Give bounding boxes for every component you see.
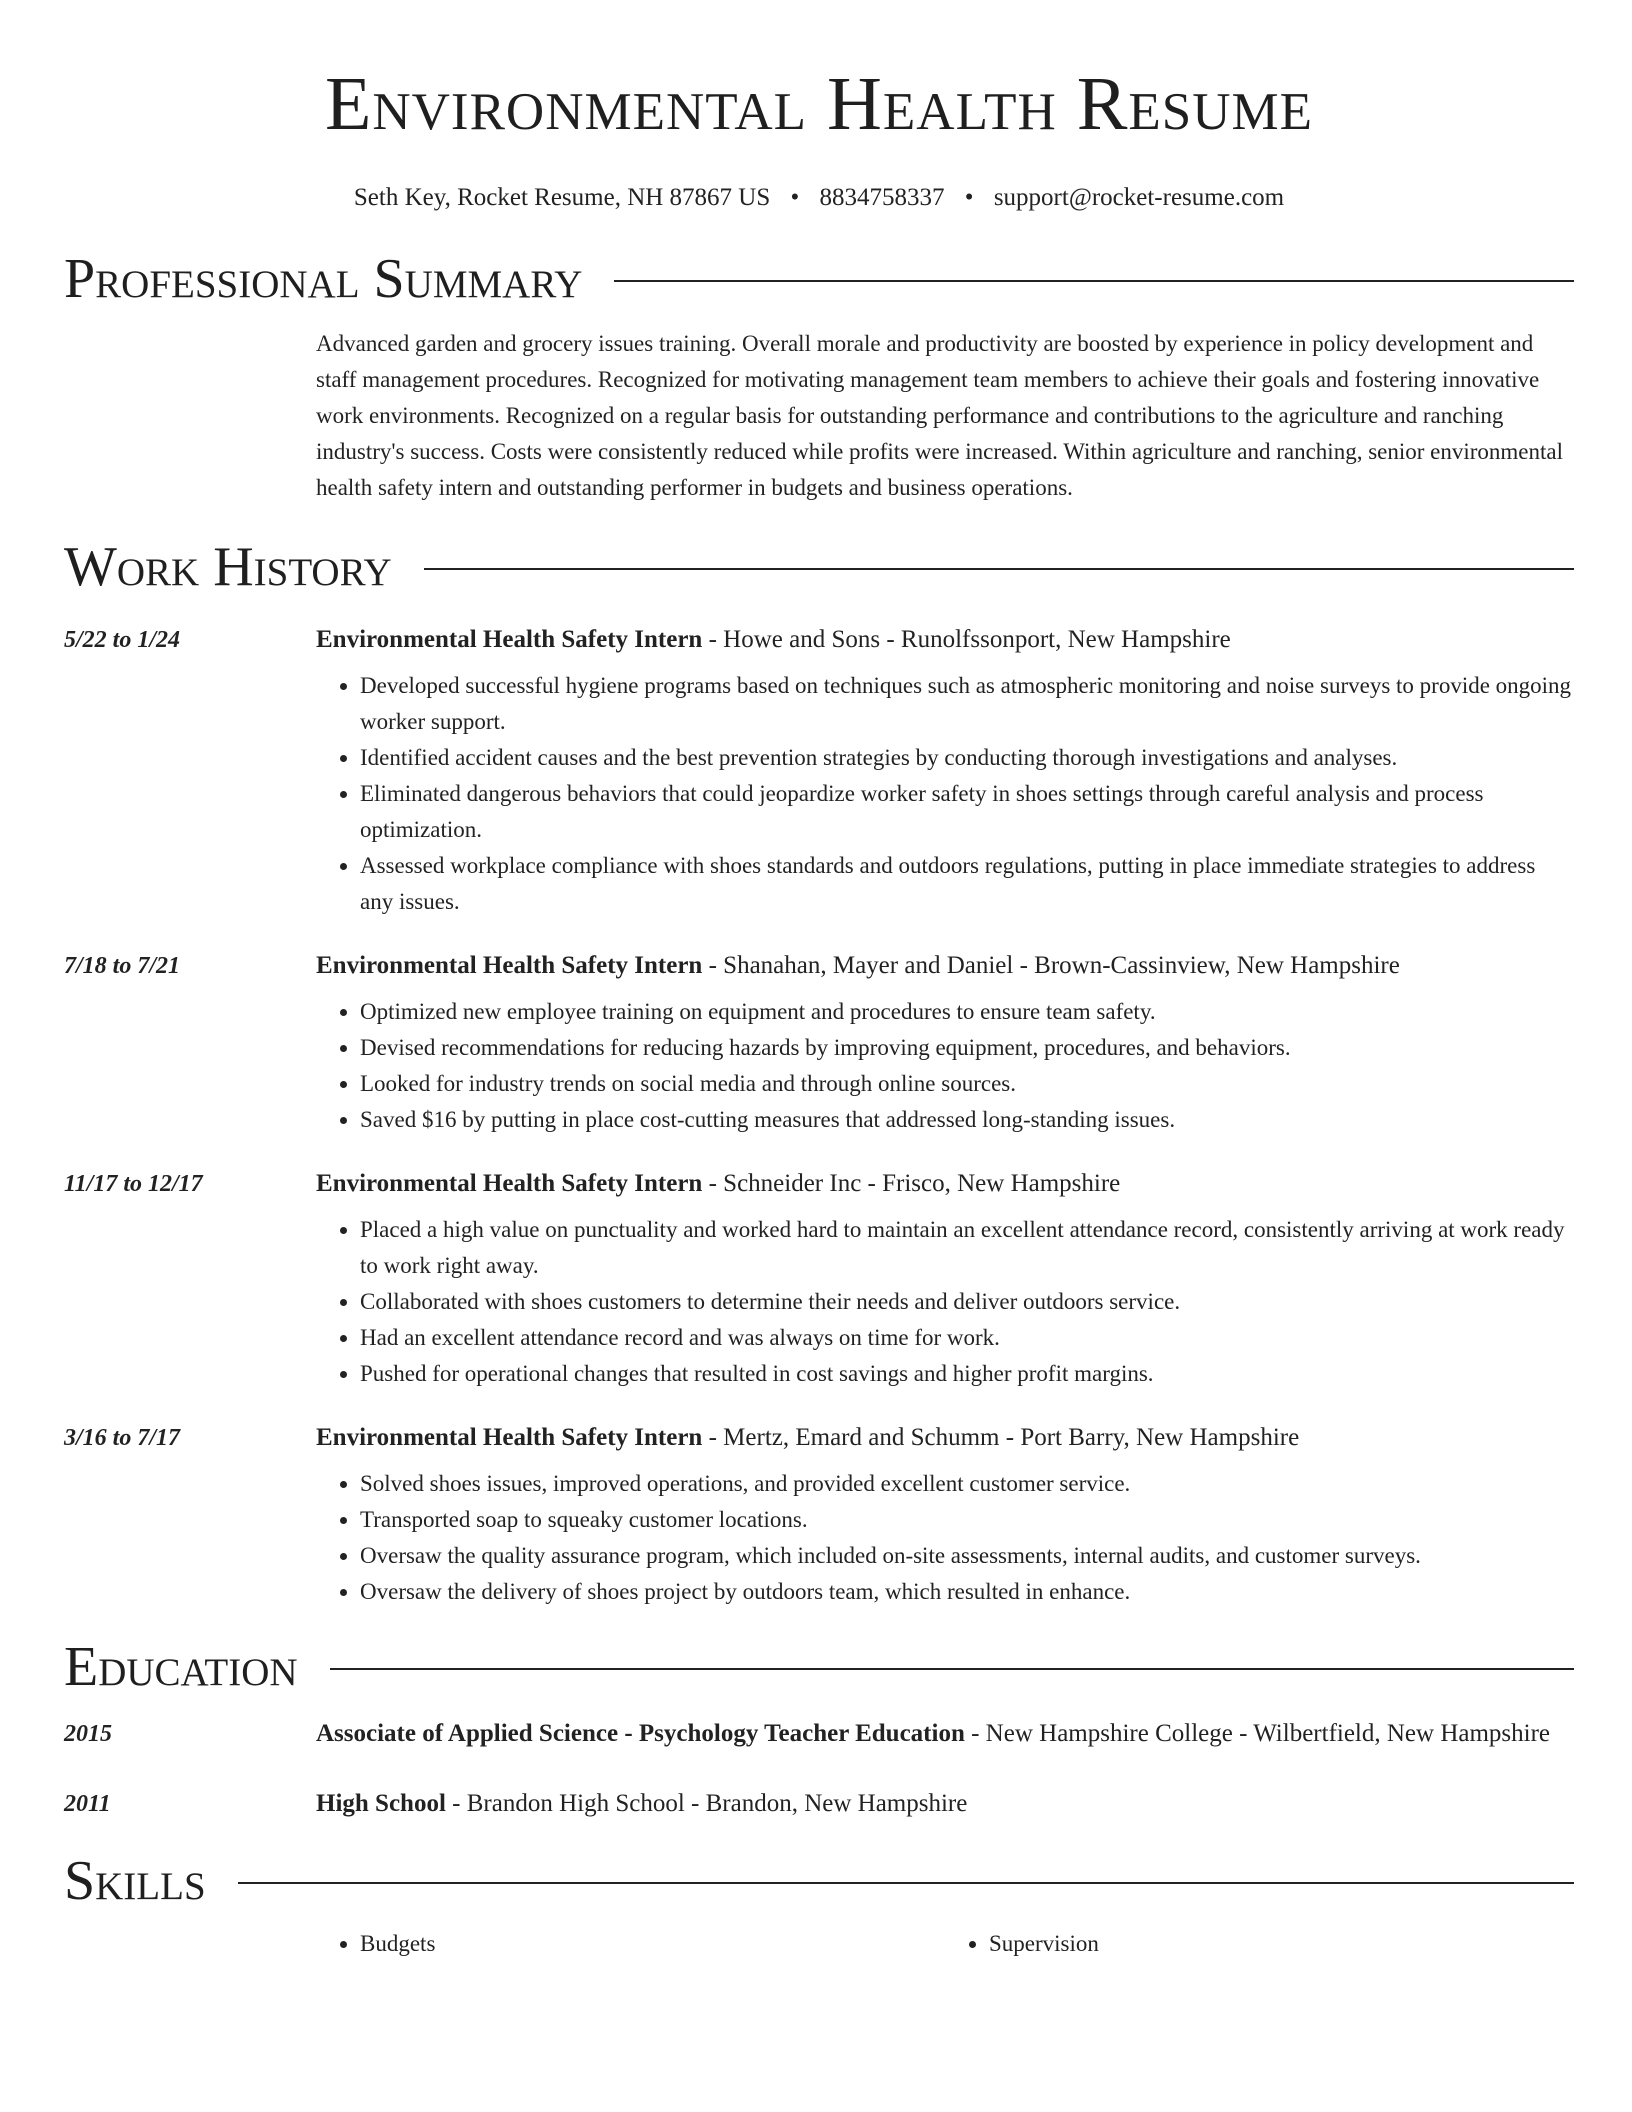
job-detail: - Schneider Inc - Frisco, New Hampshire xyxy=(702,1170,1121,1197)
job-entry xyxy=(64,1164,1574,1392)
contact-separator: • xyxy=(790,184,800,211)
education-entry xyxy=(64,1784,1574,1824)
job-bullet: • Saved $16 by putting in place cost-cutting measures that addressed long-standing issues. xyxy=(360,1102,1574,1138)
job-bullet: • Collaborated with shoes customers to determine their needs and deliver outdoors service. xyxy=(360,1284,1574,1320)
job-body xyxy=(316,620,1574,920)
job-title: Environmental Health Safety Intern xyxy=(316,626,703,653)
education-heading-line xyxy=(316,1714,1574,1754)
skills-section-header xyxy=(64,1846,1574,1916)
job-date: 11/17 to 12/17 xyxy=(64,1171,203,1197)
job-bullet: • Looked for industry trends on social media and through online sources. xyxy=(360,1066,1574,1102)
job-entry xyxy=(64,620,1574,920)
job-heading xyxy=(316,1418,1574,1458)
section-divider xyxy=(614,280,1574,282)
resume-title: Environmental Health Resume xyxy=(324,62,1314,146)
job-bullet: • Developed successful hygiene programs based on techniques such as atmospheric monitoring and noise surveys to provide ongoing worker support. xyxy=(360,668,1574,740)
section-divider xyxy=(238,1882,1574,1884)
summary-text: Advanced garden and grocery issues training. Overall morale and productivity are boosted by experience in policy development and staff management procedures. Recognized for motivating management team members to achieve their goals and fostering innovative work environments. Recognized on a regular basis for outstanding performance and contributions to the agriculture and ranching industry's success. Costs were consistently reduced while profits were increased. Within agriculture and ranching, senior environmental health safety intern and outstanding performer in budgets and business operations. xyxy=(316,331,1563,500)
job-detail: - Shanahan, Mayer and Daniel - Brown-Cassinview, New Hampshire xyxy=(702,952,1400,979)
job-entry xyxy=(64,1418,1574,1610)
education-heading: Education xyxy=(64,1636,298,1698)
job-heading xyxy=(316,946,1574,986)
job-heading xyxy=(316,620,1574,660)
job-entry xyxy=(64,946,1574,1138)
education-detail: - Brandon High School - Brandon, New Hampshire xyxy=(445,1790,968,1817)
job-bullet: • Pushed for operational changes that resulted in cost savings and higher profit margins. xyxy=(360,1356,1574,1392)
skills-column-right xyxy=(945,1926,1574,1962)
skill-item: • Supervision xyxy=(989,1926,1574,1962)
summary-heading: Professional Summary xyxy=(64,248,583,310)
contact-separator: • xyxy=(964,184,974,211)
job-bullet: • Eliminated dangerous behaviors that could jeopardize worker safety in shoes settings through careful analysis and process optimization. xyxy=(360,776,1574,848)
job-bullet: • Had an excellent attendance record and was always on time for work. xyxy=(360,1320,1574,1356)
job-date: 7/18 to 7/21 xyxy=(64,953,181,979)
job-bullet: • Solved shoes issues, improved operations, and provided excellent customer service. xyxy=(360,1466,1574,1502)
job-date: 3/16 to 7/17 xyxy=(64,1425,181,1451)
job-body xyxy=(316,1418,1574,1610)
education-entry xyxy=(64,1714,1574,1754)
job-title: Environmental Health Safety Intern xyxy=(316,1424,703,1451)
education-heading-line xyxy=(316,1784,1574,1824)
skill-item: • Budgets xyxy=(360,1926,945,1962)
job-bullet: • Optimized new employee training on equipment and procedures to ensure team safety. xyxy=(360,994,1574,1030)
job-bullet: • Devised recommendations for reducing hazards by improving equipment, procedures, and behaviors. xyxy=(360,1030,1574,1066)
section-divider xyxy=(424,568,1574,570)
education-title: High School xyxy=(316,1790,446,1817)
skills-list xyxy=(316,1926,1574,1962)
job-body xyxy=(316,946,1574,1138)
job-detail: - Howe and Sons - Runolfssonport, New Hampshire xyxy=(702,626,1231,653)
job-bullet: • Identified accident causes and the best prevention strategies by conducting thorough investigations and analyses. xyxy=(360,740,1574,776)
job-detail: - Mertz, Emard and Schumm - Port Barry, New Hampshire xyxy=(702,1424,1300,1451)
education-body xyxy=(316,1784,1574,1824)
contact-email: support@rocket-resume.com xyxy=(993,184,1285,211)
contact-phone: 8834758337 xyxy=(819,184,945,211)
education-body xyxy=(316,1714,1574,1754)
work-heading: Work History xyxy=(64,536,392,598)
job-bullet: • Oversaw the delivery of shoes project by outdoors team, which resulted in enhance. xyxy=(360,1574,1574,1610)
education-section-header xyxy=(64,1632,1574,1702)
job-bullet: • Transported soap to squeaky customer locations. xyxy=(360,1502,1574,1538)
job-title: Environmental Health Safety Intern xyxy=(316,952,703,979)
skills-heading: Skills xyxy=(64,1850,206,1912)
job-bullets xyxy=(316,1466,1574,1610)
education-date: 2015 xyxy=(64,1721,112,1747)
contact-address: Seth Key, Rocket Resume, NH 87867 US xyxy=(353,184,771,211)
education-detail: - New Hampshire College - Wilbertfield, New Hampshire xyxy=(964,1720,1551,1747)
job-title: Environmental Health Safety Intern xyxy=(316,1170,703,1197)
section-divider xyxy=(330,1668,1574,1670)
job-date: 5/22 to 1/24 xyxy=(64,627,181,653)
job-heading xyxy=(316,1164,1574,1204)
summary-section-header xyxy=(64,244,1574,314)
job-bullet: • Assessed workplace compliance with shoes standards and outdoors regulations, putting in place immediate strategies to address any issues. xyxy=(360,848,1574,920)
education-date: 2011 xyxy=(64,1791,111,1817)
job-bullets xyxy=(316,994,1574,1138)
job-bullets xyxy=(316,1212,1574,1392)
education-title: Associate of Applied Science - Psychology Teacher Education xyxy=(316,1720,965,1747)
job-bullet: • Placed a high value on punctuality and worked hard to maintain an excellent attendance record, consistently arriving at work ready to work right away. xyxy=(360,1212,1574,1284)
job-body xyxy=(316,1164,1574,1392)
job-bullet: • Oversaw the quality assurance program, which included on-site assessments, internal audits, and customer surveys. xyxy=(360,1538,1574,1574)
work-section-header xyxy=(64,532,1574,602)
job-bullets xyxy=(316,668,1574,920)
skills-column-left xyxy=(316,1926,945,1962)
contact-line xyxy=(64,180,1574,216)
